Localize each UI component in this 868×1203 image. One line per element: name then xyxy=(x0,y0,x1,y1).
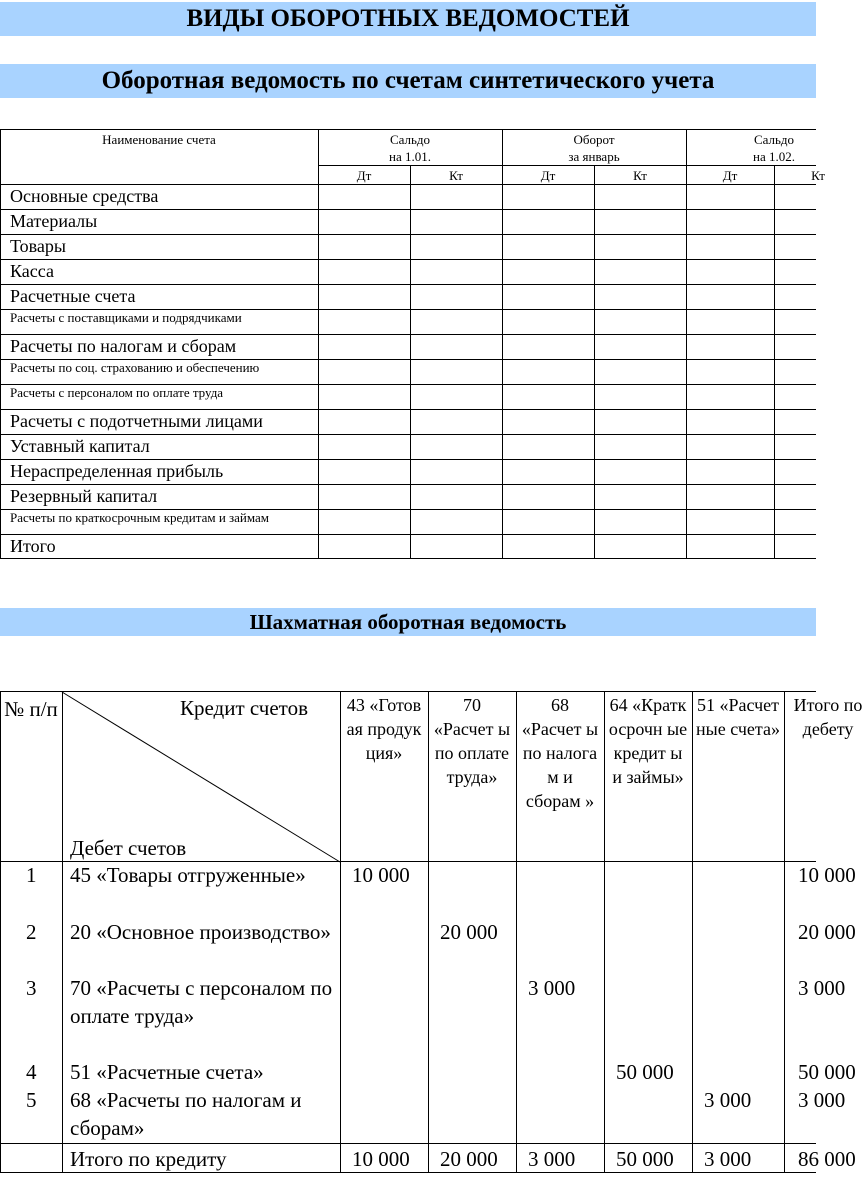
sub-kt-3: Кт xyxy=(811,168,825,183)
debit-total-value: 20 000 xyxy=(798,920,856,944)
grid-line xyxy=(0,284,816,285)
credit-account-header: 51 «Расчет ные счета» xyxy=(696,695,780,739)
grid-line xyxy=(410,165,411,559)
grand-total-value: 86 000 xyxy=(798,1147,856,1171)
turnover-value: 20 000 xyxy=(440,920,498,944)
chess-turnover-table xyxy=(0,691,863,1173)
turnover-value: 10 000 xyxy=(352,863,410,887)
turnover-value: 3 000 xyxy=(528,976,576,1000)
section1-title: Оборотная ведомость по счетам синтетического учета xyxy=(0,64,816,98)
account-row-label: Расчеты по соц. страхованию и обеспечению xyxy=(10,360,260,375)
credit-total-value: 3 000 xyxy=(528,1147,576,1171)
row-number: 2 xyxy=(26,920,37,944)
grid-line xyxy=(0,384,816,385)
header-credit: Кредит счетов xyxy=(180,696,308,720)
grid-line xyxy=(0,484,816,485)
sub-kt-2: Кт xyxy=(633,168,647,183)
page-title: ВИДЫ ОБОРОТНЫХ ВЕДОМОСТЕЙ xyxy=(0,2,816,36)
account-row-label: Расчеты по краткосрочным кредитам и займам xyxy=(10,510,270,525)
grid-line xyxy=(0,334,816,335)
account-row-label: Расчеты с персоналом по оплате труда xyxy=(10,385,224,400)
grid-line xyxy=(686,129,687,559)
grid-line xyxy=(62,691,63,1173)
grid-line xyxy=(604,691,605,1173)
header-num: № п/п xyxy=(4,697,58,721)
credit-total-label: Итого по кредиту xyxy=(70,1147,227,1171)
grid-line xyxy=(0,309,816,310)
account-row-label: Расчеты с поставщиками и подрядчиками xyxy=(10,310,242,325)
account-row-label: Итого xyxy=(10,536,56,556)
grid-line xyxy=(516,691,517,1173)
grid-line xyxy=(502,129,503,559)
turnover-value: 3 000 xyxy=(704,1088,752,1112)
section2-title: Шахматная оборотная ведомость xyxy=(0,608,816,636)
grid-line xyxy=(318,165,816,166)
row-number: 1 xyxy=(26,863,37,887)
sub-dt-1: Дт xyxy=(356,168,372,183)
account-row-label: Материалы xyxy=(10,211,98,231)
grid-line xyxy=(0,129,816,130)
grid-line xyxy=(0,209,816,210)
header-group-3: Сальдо на 1.02. xyxy=(753,132,795,164)
grid-line xyxy=(318,129,319,559)
sub-dt-3: Дт xyxy=(722,168,738,183)
synthetic-turnover-table xyxy=(0,129,825,559)
grid-line xyxy=(0,558,816,559)
header-debit: Дебет счетов xyxy=(70,836,187,860)
account-row-label: Нераспределенная прибыль xyxy=(10,461,224,481)
grid-line xyxy=(0,459,816,460)
grid-line xyxy=(784,691,785,1173)
grid-line xyxy=(0,691,1,1173)
grid-line xyxy=(0,434,816,435)
credit-total-value: 10 000 xyxy=(352,1147,410,1171)
credit-account-header: 43 «Готов ая продук ция» xyxy=(346,695,422,763)
row-number: 5 xyxy=(26,1088,37,1112)
credit-account-header: 68 «Расчет ы по налога м и сборам » xyxy=(521,695,599,811)
grid-line xyxy=(0,184,816,185)
account-row-label: Уставный капитал xyxy=(10,436,150,456)
grid-line xyxy=(0,691,816,692)
grid-line xyxy=(0,129,1,559)
grid-line xyxy=(692,691,693,1173)
account-row-label: Расчетные счета xyxy=(10,286,136,306)
grid-line xyxy=(0,359,816,360)
account-row-label: Расчеты с подотчетными лицами xyxy=(10,411,263,431)
row-number: 4 xyxy=(26,1060,37,1084)
account-row-label: Расчеты по налогам и сборам xyxy=(10,336,237,356)
grid-line xyxy=(0,409,816,410)
credit-total-value: 50 000 xyxy=(616,1147,674,1171)
grid-line xyxy=(340,691,341,1173)
grid-line xyxy=(0,1143,816,1144)
turnover-value: 50 000 xyxy=(616,1060,674,1084)
grid-line xyxy=(0,534,816,535)
grid-line xyxy=(0,509,816,510)
credit-account-header: 64 «Кратк осрочн ые кредит ы и займы» xyxy=(608,695,688,787)
row-number: 3 xyxy=(26,976,37,1000)
debit-account-label: 20 «Основное производство» xyxy=(70,920,331,944)
debit-total-value: 10 000 xyxy=(798,863,856,887)
account-row-label: Касса xyxy=(10,261,54,281)
account-row-label: Основные средства xyxy=(10,186,159,206)
debit-account-label: 70 «Расчеты с персоналом по оплате труда» xyxy=(70,976,333,1028)
grid-line xyxy=(428,691,429,1173)
header-account: Наименование счета xyxy=(102,132,216,147)
debit-total-value: 3 000 xyxy=(798,1088,846,1112)
debit-account-label: 68 «Расчеты по налогам и сборам» xyxy=(70,1088,302,1140)
credit-account-header: 70 «Расчет ы по оплате труда» xyxy=(433,695,511,787)
grid-line xyxy=(594,165,595,559)
grid-line xyxy=(0,259,816,260)
grid-line xyxy=(0,1172,816,1173)
debit-account-label: 45 «Товары отгруженные» xyxy=(70,863,306,887)
credit-total-value: 3 000 xyxy=(704,1147,752,1171)
grid-line xyxy=(0,861,816,862)
account-row-label: Резервный капитал xyxy=(10,486,158,506)
account-row-label: Товары xyxy=(10,236,66,256)
debit-total-value: 50 000 xyxy=(798,1060,856,1084)
debit-account-label: 51 «Расчетные счета» xyxy=(70,1060,264,1084)
header-group-1: Сальдо на 1.01. xyxy=(389,132,431,164)
sub-dt-2: Дт xyxy=(540,168,556,183)
grid-line xyxy=(774,165,775,559)
debit-total-value: 3 000 xyxy=(798,976,846,1000)
grid-line xyxy=(0,234,816,235)
header-group-2: Оборот за январь xyxy=(568,132,620,164)
sub-kt-1: Кт xyxy=(449,168,463,183)
credit-total-value: 20 000 xyxy=(440,1147,498,1171)
credit-account-header: Итого по дебету xyxy=(793,695,863,739)
